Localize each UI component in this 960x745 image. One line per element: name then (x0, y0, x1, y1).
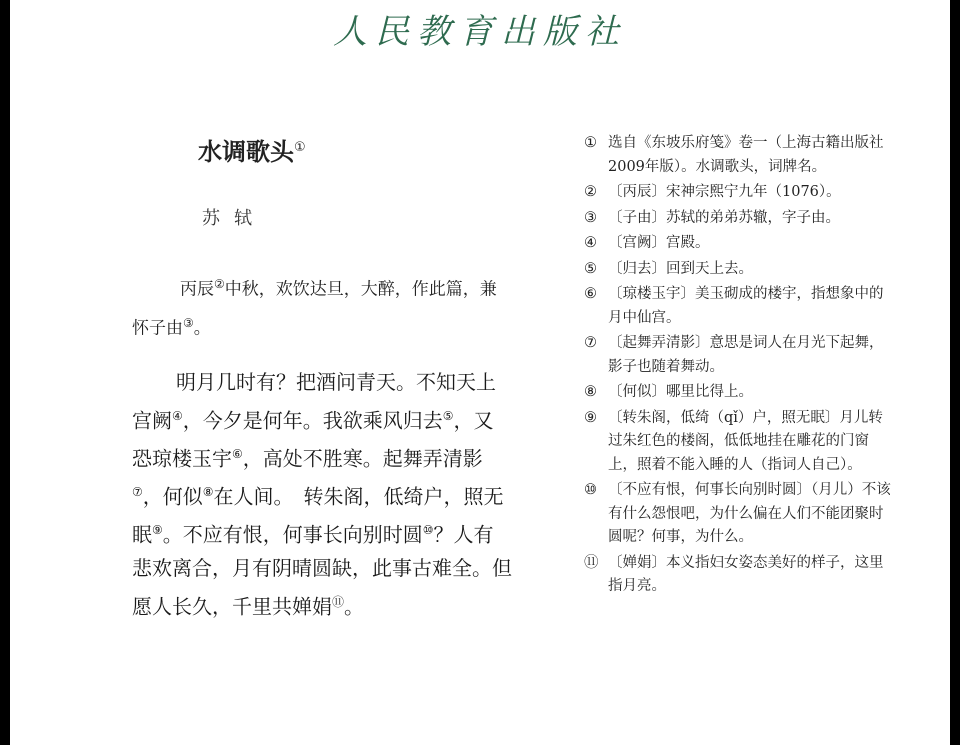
footnote-text: 〔子由〕苏轼的弟弟苏辙，字子由。 (608, 209, 840, 226)
title-footnote-marker: ① (294, 140, 306, 155)
footnote-item (584, 181, 896, 205)
footnote-text: 〔丙辰〕宋神宗熙宁九年（1076）。 (608, 184, 841, 200)
footnote-text: 〔宫阙〕宫殿。 (608, 235, 710, 251)
footnote-number: ③ (584, 209, 597, 226)
footnote-item (584, 207, 896, 231)
footnote-marker: ④ (172, 408, 183, 423)
footnote-marker: ⑧ (202, 484, 214, 499)
footnote-number: ① (584, 135, 597, 151)
footnote-text: 〔何似〕哪里比得上。 (608, 384, 753, 400)
footnote-marker: ⑨ (152, 522, 163, 537)
footnote-number: ⑩ (584, 482, 597, 498)
footnote-number: ⑪ (584, 554, 599, 571)
footnote-marker: ⑤ (442, 408, 454, 423)
footnote-item (584, 258, 896, 282)
poem-text: 在人间。 转朱阁，低绮户，照无眠 (132, 484, 504, 547)
poem-text: 明月几时有？把酒问青天。不知天上宫阙 (132, 370, 496, 433)
preface-text: 丙辰 (180, 279, 214, 300)
footnote-text: 〔起舞弄清影〕意思是词人在月光下起舞，影子也随着舞动。 (608, 335, 884, 375)
preface (132, 268, 512, 345)
footnote-number: ⑤ (584, 260, 597, 277)
footnote-marker: ⑪ (332, 594, 345, 609)
footnote-item (584, 479, 896, 550)
poem-text: ，高处不胜寒。起舞弄清影 (242, 446, 483, 471)
footnote-marker: ⑩ (422, 522, 434, 537)
footnote-text: 〔归去〕回到天上去。 (608, 260, 753, 277)
footnote-number: ⑧ (584, 384, 597, 400)
poem-text: 。不应有恨，何事长向别时圆 (162, 522, 423, 547)
footnote-marker: ⑦ (132, 484, 143, 499)
footnote-item (584, 552, 896, 599)
poem-body (132, 366, 512, 624)
poem-text: ，何似 (142, 484, 203, 509)
poem-text: ，今夕是何年。我欲乘风归去 (182, 408, 443, 433)
footnote-text: 选自《东坡乐府笺》卷一（上海古籍出版社2009年版）。水调歌头，词牌名。 (608, 135, 884, 175)
footnote-text: 〔琼楼玉宇〕美玉砌成的楼宇，指想象中的月中仙宫。 (608, 286, 884, 326)
footnote-text: 〔不应有恨，何事长向别时圆〕（月儿）不该有什么怨恨吧，为什么偏在人们不能团聚时圆呢？何事，为什么。 (608, 482, 891, 545)
footnote-item (584, 407, 896, 478)
poem-text: 。 (344, 594, 365, 619)
publisher-logo: 人民教育出版社 (333, 12, 627, 52)
footnote-number: ⑦ (584, 335, 597, 351)
footnote-number: ⑨ (584, 409, 597, 426)
footnote-item (584, 381, 896, 405)
footnotes (584, 132, 896, 601)
footnote-marker: ⑥ (232, 446, 243, 461)
footnote-number: ⑥ (584, 286, 597, 302)
footnote-item (584, 132, 896, 179)
title-text: 水调歌头 (198, 138, 294, 166)
footnote-item (584, 283, 896, 330)
footnote-text: 〔婵娟〕本义指妇女姿态美好的样子，这里指月亮。 (608, 554, 884, 594)
textbook-page (10, 0, 950, 745)
poem-text: ？人有悲欢离合，月有阴晴圆缺，此事古难全。但愿人长久，千里共婵娟 (132, 522, 512, 619)
footnote-item (584, 232, 896, 256)
footnote-marker: ③ (183, 315, 194, 330)
footnote-number: ② (584, 184, 597, 200)
preface-text: 中秋，欢饮达旦，大醉，作此篇，兼怀子由 (132, 279, 497, 339)
footnote-item (584, 332, 896, 379)
preface-text: 。 (193, 318, 211, 339)
poem-text: ，又恐琼楼玉宇 (132, 408, 494, 471)
footnote-number: ④ (584, 235, 597, 251)
footnote-marker: ② (214, 277, 225, 291)
author-name: 苏轼 (202, 208, 266, 229)
poem-title (198, 132, 306, 167)
footnote-text: 〔转朱阁，低绮（qǐ）户，照无眠〕月儿转过朱红色的楼阁，低低地挂在雕花的门窗上，照着不能入睡的人（指词人自己）。 (608, 409, 883, 473)
